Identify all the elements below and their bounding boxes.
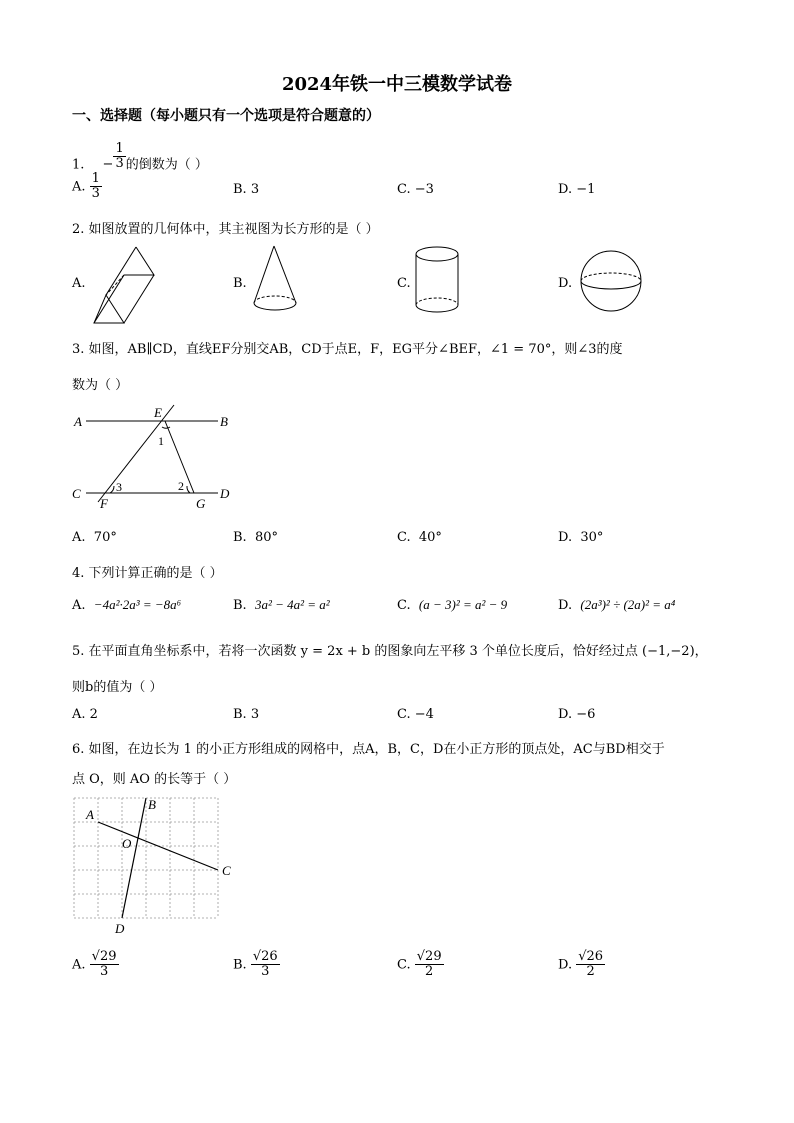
- question-number: 1.: [72, 157, 85, 173]
- question-3-line2: 数为（ ）: [72, 378, 129, 393]
- section-heading: 一、选择题（每小题只有一个选项是符合题意的）: [72, 108, 380, 124]
- option-a[interactable]: A. −4a²·2a³ = −8a⁶: [72, 597, 182, 613]
- option-d-label: D.: [558, 276, 573, 291]
- cone-figure[interactable]: [250, 243, 302, 318]
- angle-1-label: 1: [158, 434, 164, 448]
- fraction: $\frac{√29}{3}$: [91, 949, 117, 980]
- prism-figure[interactable]: [90, 243, 160, 328]
- parallel-lines-figure: [70, 402, 245, 512]
- option-d[interactable]: D. (2a³)² ÷ (2a)² = a⁴: [558, 597, 676, 613]
- fraction: $\frac{√29}{2}$: [416, 949, 442, 980]
- label-g: G: [196, 496, 206, 511]
- option-a[interactable]: A. 2: [72, 707, 98, 722]
- page-title: 2024年铁一中三模数学试卷: [281, 74, 513, 95]
- negative-sign: −: [102, 157, 114, 173]
- option-b[interactable]: B. 3: [233, 182, 260, 197]
- option-a[interactable]: A. 70°: [72, 530, 117, 545]
- option-c[interactable]: C. −3: [397, 182, 434, 197]
- option-b[interactable]: B. 3a² − 4a² = a²: [233, 597, 330, 613]
- label-f: F: [100, 496, 108, 511]
- angle-3-label: 3: [116, 480, 122, 494]
- cylinder-figure[interactable]: [413, 243, 463, 323]
- option-b[interactable]: B. 3: [233, 707, 260, 722]
- label-o: O: [122, 836, 132, 851]
- label-e: E: [154, 405, 162, 420]
- option-d[interactable]: D. $\frac{√26}{2}$: [558, 949, 604, 980]
- question-6-line1: 6. 如图，在边长为 1 的小正方形组成的网格中，点A，B，C，D在小正方形的顶点处，AC与BD相交于: [72, 742, 665, 757]
- grid-figure: [72, 795, 242, 937]
- option-b[interactable]: B. 80°: [233, 530, 278, 545]
- fraction: $\frac{1}{3}$: [91, 171, 100, 202]
- option-d[interactable]: D. 30°: [558, 530, 604, 545]
- question-5-line1: 5. 在平面直角坐标系中，若将一次函数 y = 2x + b 的图象向左平移 3 个单位长度后，恰好经过点 (−1,−2)，: [72, 644, 708, 659]
- question-2-text: 2. 如图放置的几何体中，其主视图为长方形的是（ ）: [72, 222, 379, 237]
- fraction: $\frac{1}{3}$: [115, 141, 124, 172]
- question-5-line2: 则b的值为（ ）: [72, 680, 163, 695]
- label-a: A: [74, 414, 82, 429]
- option-c[interactable]: C. $\frac{√29}{2}$: [397, 949, 442, 980]
- label-b: B: [148, 797, 156, 812]
- option-c-label: C.: [397, 276, 411, 291]
- label-c: C: [222, 863, 231, 878]
- label-b: B: [220, 414, 228, 429]
- option-c[interactable]: C. −4: [397, 707, 434, 722]
- question-text: 的倒数为（ ）: [125, 157, 208, 173]
- question-6-line2: 点 O，则 AO 的长等于（ ）: [72, 772, 237, 787]
- option-d[interactable]: D. −1: [558, 182, 596, 197]
- fraction: $\frac{√26}{2}$: [578, 949, 604, 980]
- option-b-label: B.: [233, 276, 247, 291]
- label-d: D: [115, 921, 125, 936]
- question-3-line1: 3. 如图，AB∥CD，直线EF分别交AB，CD于点E，F，EG平分∠BEF，∠1 = 70°，则∠3的度: [72, 342, 623, 357]
- option-d[interactable]: D. −6: [558, 707, 596, 722]
- label-c: C: [72, 486, 81, 501]
- sphere-figure[interactable]: [578, 248, 644, 314]
- option-a[interactable]: A. $\frac{√29}{3}$: [72, 949, 117, 980]
- question-4-text: 4. 下列计算正确的是（ ）: [72, 566, 223, 581]
- option-b[interactable]: B. $\frac{√26}{3}$: [233, 949, 278, 980]
- option-c[interactable]: C. 40°: [397, 530, 442, 545]
- label-d: D: [220, 486, 230, 501]
- option-c[interactable]: C. (a − 3)² = a² − 9: [397, 597, 508, 613]
- option-a[interactable]: A. $\frac{1}{3}$: [72, 171, 100, 202]
- fraction: $\frac{√26}{3}$: [252, 949, 278, 980]
- angle-2-label: 2: [178, 479, 184, 493]
- option-a-label: A.: [72, 276, 86, 291]
- label-a: A: [86, 807, 94, 822]
